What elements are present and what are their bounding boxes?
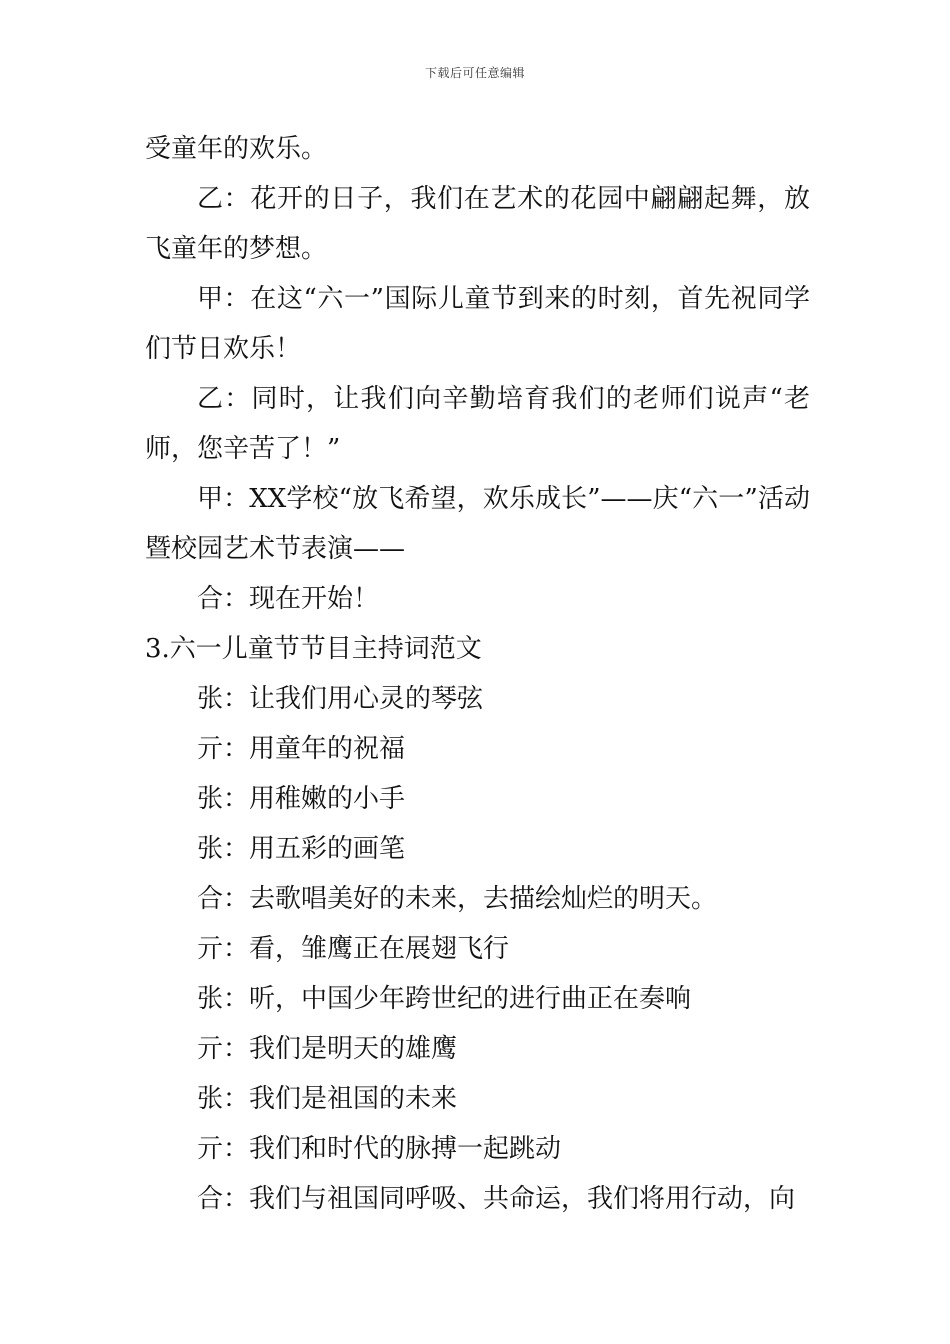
section-heading: 3.六一儿童节节目主持词范文 bbox=[145, 634, 482, 664]
paragraph: 合：去歌唱美好的未来，去描绘灿烂的明天。 bbox=[197, 884, 718, 914]
paragraph: 合：现在开始！ bbox=[197, 584, 380, 614]
paragraph: 合：我们与祖国同呼吸、共命运，我们将用行动，向 bbox=[197, 1184, 796, 1214]
paragraph: 甲：在这“六一”国际儿童节到来的时刻，首先祝同学们节日欢乐！ bbox=[145, 284, 810, 364]
paragraph: 受童年的欢乐。 bbox=[145, 134, 328, 164]
paragraph: 张：听，中国少年跨世纪的进行曲正在奏响 bbox=[197, 984, 692, 1014]
paragraph: 甲：XX学校“放飞希望，欢乐成长”——庆“六一”活动暨校园艺术节表演—— bbox=[145, 484, 810, 564]
paragraph: 亓：看，雏鹰正在展翅飞行 bbox=[197, 934, 510, 964]
page-header: 下载后可任意编辑 bbox=[424, 66, 525, 80]
paragraph: 张：我们是祖国的未来 bbox=[197, 1084, 458, 1114]
document-body bbox=[145, 124, 810, 1224]
paragraph: 张：让我们用心灵的琴弦 bbox=[197, 684, 484, 714]
paragraph: 亓：我们是明天的雄鹰 bbox=[197, 1034, 458, 1064]
paragraph: 张：用五彩的画笔 bbox=[197, 834, 406, 864]
paragraph: 亓：用童年的祝福 bbox=[197, 734, 406, 764]
paragraph: 亓：我们和时代的脉搏一起跳动 bbox=[197, 1134, 562, 1164]
paragraph: 乙：同时，让我们向辛勤培育我们的老师们说声“老师，您辛苦了！” bbox=[145, 384, 810, 464]
paragraph: 乙：花开的日子，我们在艺术的花园中翩翩起舞，放飞童年的梦想。 bbox=[145, 184, 810, 264]
paragraph: 张：用稚嫩的小手 bbox=[197, 784, 406, 814]
